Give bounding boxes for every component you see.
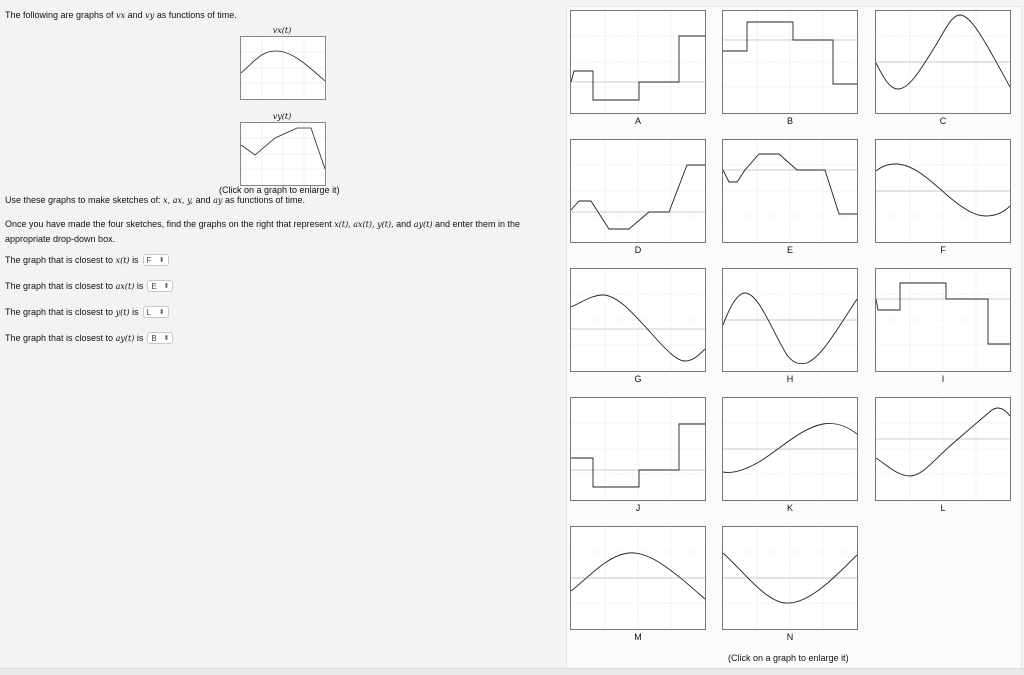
graph-h-svg (723, 269, 857, 371)
choice-graph-e[interactable] (722, 139, 858, 243)
choice-label-m: M (634, 632, 642, 642)
choice-label-k: K (786, 503, 793, 513)
graph-e-svg (723, 140, 857, 242)
choice-graph-g[interactable] (570, 268, 706, 372)
question-prefix: The graph that is closest to (5, 281, 114, 291)
answer-value: L (146, 307, 152, 317)
question-is: is (132, 307, 139, 317)
use-these-vars: x, ax, y, (163, 196, 194, 205)
choice-label-g: G (634, 374, 642, 384)
graph-j-svg (571, 398, 705, 500)
question-y (5, 305, 169, 319)
enlarge-note-left: (Click on a graph to enlarge it) (219, 185, 340, 195)
choice-graph-m[interactable] (570, 526, 706, 630)
choice-label-d: D (634, 245, 642, 255)
select-arrows-icon: ⬍ (163, 334, 170, 342)
choice-graph-i[interactable] (875, 268, 1011, 372)
question-var: ax(t) (115, 281, 135, 291)
select-arrows-icon: ⬍ (158, 256, 165, 264)
question-var: ay(t) (115, 333, 135, 343)
use-these-ay: ay (213, 196, 223, 205)
question-is: is (136, 281, 144, 291)
choice-graph-b[interactable] (722, 10, 858, 114)
choice-graph-d[interactable] (570, 139, 706, 243)
choice-label-e: E (786, 245, 793, 255)
choice-graph-l[interactable] (875, 397, 1011, 501)
choice-graph-h[interactable] (722, 268, 858, 372)
use-these-and: and (195, 195, 211, 205)
graph-d-svg (571, 140, 705, 242)
choice-label-c: C (939, 116, 947, 126)
answer-select-ay[interactable] (147, 332, 173, 344)
instructions-text (5, 217, 560, 246)
choice-label-j: J (635, 503, 641, 513)
graph-i-curve (876, 283, 1010, 344)
instructions-vars: x(t), ax(t), y(t), (334, 220, 394, 229)
graph-i-svg (876, 269, 1010, 371)
instructions-and: and (396, 219, 412, 229)
choice-graph-j[interactable] (570, 397, 706, 501)
answer-select-x[interactable] (143, 254, 169, 266)
question-is: is (132, 255, 139, 265)
intro-vy: vy (145, 11, 155, 20)
graph-k-svg (723, 398, 857, 500)
vx-graph-title: vx(t) (272, 26, 292, 35)
answer-select-ax[interactable] (147, 280, 173, 292)
graph-m-svg (571, 527, 705, 629)
question-ay (5, 331, 173, 345)
graph-f-svg (876, 140, 1010, 242)
select-arrows-icon: ⬍ (158, 308, 165, 316)
instructions-ay: ay(t) (413, 220, 433, 229)
question-is: is (136, 333, 144, 343)
question-var: x(t) (115, 255, 130, 265)
choice-graph-a[interactable] (570, 10, 706, 114)
question-ax (5, 279, 173, 293)
question-prefix: The graph that is closest to (5, 307, 114, 317)
choice-label-a: A (634, 116, 641, 126)
answer-value: E (151, 281, 157, 291)
choice-graph-n[interactable] (722, 526, 858, 630)
choice-graph-k[interactable] (722, 397, 858, 501)
question-var: y(t) (115, 307, 130, 317)
choice-label-b: B (786, 116, 793, 126)
graph-g-svg (571, 269, 705, 371)
question-prefix: The graph that is closest to (5, 333, 114, 343)
choice-label-f: F (940, 245, 946, 255)
graph-l-svg (876, 398, 1010, 500)
choice-label-l: L (940, 503, 946, 513)
vx-graph[interactable] (240, 36, 326, 100)
vy-graph[interactable] (240, 122, 326, 186)
choice-label-i: I (941, 374, 945, 384)
answer-value: B (151, 333, 157, 343)
intro-prefix: The following are graphs of (5, 10, 114, 20)
choice-graph-f[interactable] (875, 139, 1011, 243)
graph-b-svg (723, 11, 857, 113)
graph-n-svg (723, 527, 857, 629)
instructions-part1: Once you have made the four sketches, find the graphs on the right that represent (5, 219, 332, 229)
instructions-part2: and enter them in the appropriate drop-down box. (5, 219, 521, 244)
question-x (5, 253, 169, 267)
intro-suffix: as functions of time. (156, 10, 237, 20)
use-these-prefix: Use these graphs to make sketches of: (5, 195, 161, 205)
intro-vx: vx (116, 11, 126, 20)
vy-graph-title: vy(t) (272, 112, 292, 121)
choice-label-h: H (786, 374, 794, 384)
question-prefix: The graph that is closest to (5, 255, 114, 265)
vx-graph-svg (241, 37, 325, 99)
choice-graph-c[interactable] (875, 10, 1011, 114)
vy-graph-svg (241, 123, 325, 185)
graph-a-svg (571, 11, 705, 113)
intro-and: and (127, 10, 143, 20)
graph-c-svg (876, 11, 1010, 113)
use-these-suffix: as functions of time. (224, 195, 305, 205)
intro-text (5, 10, 237, 20)
use-these-text (5, 193, 560, 208)
answer-select-y[interactable] (143, 306, 169, 318)
select-arrows-icon: ⬍ (163, 282, 170, 290)
enlarge-note-right: (Click on a graph to enlarge it) (728, 653, 849, 663)
choice-label-n: N (786, 632, 794, 642)
answer-value: F (146, 255, 152, 265)
